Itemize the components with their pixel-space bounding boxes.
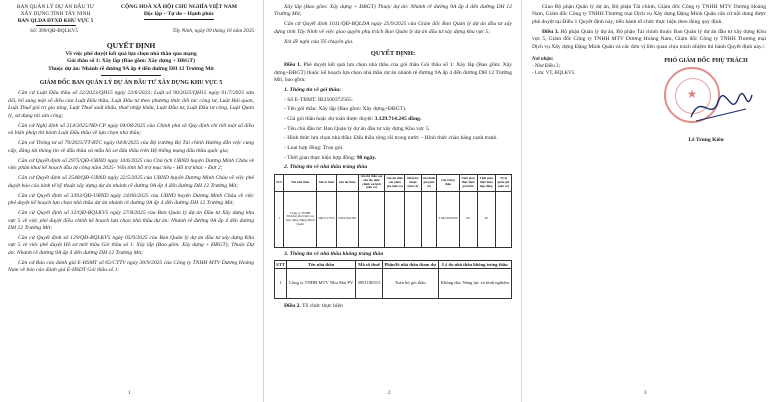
subject-line: Thuộc dự án: Nhánh rẽ đường 9A ấp 4 đến đường DH 12 Trường Mít — [48, 65, 214, 72]
recipients-block — [532, 57, 612, 177]
recipients-label: Nơi nhận: — [532, 57, 554, 63]
recipient: - Lưu: VT, BQLKV5. — [532, 70, 576, 76]
paragraph: Giao Bộ phận Quản lý dự án, Bộ phận Tài chính, Giám đốc Công ty TNHH MTV Dương Hoàng Nam, Giám đốc Công ty TNHH Thương mại Dịch vụ Xây dựng Đặng Minh Quân căn cứ nội dung được phê duyệt tại Điều 1 Quyết định này, tiến hành tổ chức thực hiện theo đúng quy định. — [532, 4, 766, 25]
signer-name: Lê Trung Kiên — [688, 137, 724, 144]
nation-name: CỘNG HOÀ XÃ HỘI CHỦ NGHĨA VIỆT NAM — [120, 4, 238, 10]
signature-icon — [686, 87, 756, 127]
subject-line: Về việc phê duyệt kết quả lựa chọn nhà thầu qua mạng — [65, 51, 197, 58]
bullet: - Tên gói thầu: Xây lắp (Bao gồm: Xây dựng+ĐBGT). — [284, 106, 407, 113]
recipient: - Như Điều 3; — [532, 63, 560, 69]
table-cell: 3.064.926.061 — [336, 191, 358, 247]
table-header-cell: Mã số thuế — [356, 261, 383, 269]
signer-title: PHÓ GIÁM ĐỐC PHỤ TRÁCH — [664, 58, 748, 65]
table-cell: 3.064.926.000 — [437, 191, 459, 247]
table-header-cell: Mã số thuế — [317, 174, 336, 191]
table-header-cell: Giá trúng thầu — [437, 174, 459, 191]
table-cell: 1 — [275, 191, 284, 247]
page-number: 3 — [644, 391, 647, 397]
official-seal-icon: ★ — [664, 67, 720, 123]
recital: Căn cứ Nghị định số 214/2025/NĐ-CP ngày 04/08/2025 của Chính phủ về Quy định chi tiết một số điều và biện pháp thi hành Luật Đấu thầu về lựa chọn nhà thầu; — [8, 122, 254, 137]
bullet: - Tên chủ đầu tư: Ban Quản lý dự án đầu tư xây dựng Khu vực 5. — [284, 125, 431, 132]
table-cell: 3901217555 — [317, 191, 336, 247]
table-header-cell: Giá dự thầu — [336, 174, 358, 191]
table-cell: Không đạt: Năng lực và kinh nghiệm — [438, 268, 511, 298]
page-1 — [0, 0, 262, 402]
table-cell — [385, 191, 405, 247]
page-number: 1 — [128, 391, 131, 397]
document-title: QUYẾT ĐỊNH — [106, 40, 156, 50]
recital: Căn cứ Luật Đấu thầu số 22/2023/QH15 ngày 23/6/2023; Luật số 90/2025/QH15 ngày 01/7/2025 sửa đổi, bổ sung một số điều của Luật Đấu thầu, Luật Đầu tư theo phương thức đối tác công tư, Luật Hải quan, Luật Thuế giá trị gia tăng, Luật Thuế xuất khẩu, thuế nhập khẩu, Luật Đầu tư, Luật Đầu tư công, Luật Quản lý, sử dụng tài sản công; — [8, 90, 254, 119]
subject-line: Gói thầu số 1: Xây lắp (Bao gồm: Xây dựng + ĐBGT) — [67, 58, 195, 65]
nation-header — [104, 4, 254, 26]
decides-heading: QUYẾT ĐỊNH: — [370, 50, 416, 58]
recital: Căn cứ Quyết định số 3393/QĐ-UBND ngày 24/06/2025 của UBND huyện Dương Minh Châu về việc phê duyệt kế hoạch lựa chọn nhà thầu dự án nhánh rẽ đường 9A ấp 4 đến đường DH 12 Trường Mít; — [8, 192, 254, 207]
recital: Căn cứ Quyết định số 2975/QĐ-UBND ngày 10/6/2025 của Chủ tịch UBND huyện Dương Minh Châu về việc phân khai kế hoạch đầu tư công năm 2025- Vốn tỉnh hỗ trợ mục tiêu - Hỗ trợ khác - Đợt 2; — [8, 157, 254, 172]
recital: Căn cứ Báo cáo đánh giá E-HSMT số 65/CTTV ngày 30/9/2025 của Công ty TNHH MTV Dương Hoàng Nam về báo cáo đánh giá E-HSDT Gói thầu số 1: — [8, 259, 254, 274]
table-cell: Công ty TNHH MTV Nhu Mai PV — [287, 268, 356, 298]
table-header-cell: Tỷ lệ giảm giá (nếu có) — [495, 174, 511, 191]
table-header-cell: Thời gian thực hiện gói thầu — [459, 174, 477, 191]
table-header-cell: Phần/lô nhà thầu tham dự — [382, 261, 438, 269]
table-header-cell: Lý do nhà thầu không trúng thầu — [438, 261, 511, 269]
winning-bidder-table — [274, 174, 512, 248]
table-header-cell: Tên nhà thầu — [284, 174, 317, 191]
table-header-cell: Giá dự thầu sau giảm giá (nếu có) — [385, 174, 405, 191]
recital: Xây lắp (Bao gồm: Xây dựng + ĐBGT) Thuộc dự án: Nhánh rẽ đường 9A ấp 4 đến đường DH 12 Trường Mít; — [274, 4, 512, 18]
table-header-cell: Thời gian thực hiện hợp đồng — [477, 174, 495, 191]
table-header-cell: STT — [275, 174, 284, 191]
table-cell: 3901180515 — [356, 268, 383, 298]
article-3: Điều 3. Bộ phận Quản lý dự án, Bộ phận Tài chính thuộc Ban Quản lý dự án đầu tư xây dựng Khu vực 5, Giám đốc Công ty TNHH MTV Dương Hoàng Nam, Giám đốc Công ty TNHH Thương mại Dịch vụ Xây dựng Đặng Minh Quân và các đơn vị liên quan chịu trách nhiệm thi hành Quyết định này./. — [532, 28, 767, 50]
agency-header — [8, 4, 103, 26]
place-date: Tây Ninh, ngày 09 tháng 10 năm 2025 — [172, 27, 254, 34]
table-cell: 90 — [459, 191, 477, 247]
page-3 — [524, 0, 774, 402]
article-1: Điều 1. Phê duyệt kết quả lựa chọn nhà thầu của gói thầu Gói thầu số 1: Xây lắp (Bao gồm: Xây dựng+ĐBGT) thuộc kế hoạch lựa chọn nhà thầu dự án nhánh rẽ đường 9A ấp 4 đến đường DH 12 Trường Mít, bao gồm: — [274, 62, 512, 84]
bullet: - Số E-TBMT: IB2500372565. — [284, 96, 354, 103]
national-motto: Độc lập – Tự do – Hạnh phúc — [143, 10, 215, 17]
agency-line: XÂY DỰNG TỈNH TÂY NINH — [20, 10, 91, 17]
section-heading: 2. Thông tin về nhà thầu trúng thầu — [284, 164, 368, 171]
document-number: Số: 399/QĐ-BQLKV5 — [30, 27, 79, 34]
table-cell: 90 — [477, 191, 495, 247]
table-cell — [358, 191, 385, 247]
page-2 — [266, 0, 520, 402]
table-header-cell: STT — [276, 261, 285, 267]
section-heading: 1. Thông tin về gói thầu: — [284, 86, 342, 93]
table-cell: 1 — [275, 268, 287, 298]
bullet: - Thời gian thực hiện hợp đồng: 90 ngày. — [284, 154, 377, 161]
recital: Căn cứ Quyết định số 129/QĐ-BQLKV5 ngày 05/9/2025 của Ban Quản lý dự án đầu tư xây dựng Khu vực 5 về việc phê duyệt Hồ sơ mời thầu Gói thầu số 1: Xây lắp (Bao gồm: Xây dựng + ĐBGT); Thuộc Dự án: Nhánh rẽ đường 9A ấp 4 đến đường DH 12 Trường Mít; — [8, 235, 254, 256]
table-cell — [495, 191, 511, 247]
table-cell: Toàn bộ gói thầu — [382, 268, 438, 298]
article-2: Điều 2. Tổ chức thực hiện — [284, 302, 343, 309]
table-cell — [421, 191, 437, 247]
section-heading: 3. Thông tin về nhà thầu không trúng thầu — [284, 250, 384, 257]
table-header-cell: Tên nhà thầu — [287, 261, 356, 269]
table-cell — [405, 191, 421, 247]
agency-line: BAN QUẢN LÝ DỰ ÁN ĐẦU TƯ — [16, 4, 95, 10]
issuer-heading: GIÁM ĐỐC BAN QUẢN LÝ DỰ ÁN ĐẦU TƯ XÂY DỰNG KHU VỰC 5 — [39, 79, 223, 86]
recital: Xét đề nghị của Tổ chuyên gia. — [284, 38, 354, 45]
table-header-cell: Giá dự thầu sau sửa lỗi, hiệu chỉnh sai lệch (nếu có) — [358, 174, 385, 191]
table-cell: Công ty TNHH Thương mại Dịch vụ Xây dựng Đặng Minh Quân — [284, 191, 317, 247]
bullet: - Loại hợp đồng: Trọn gói. — [284, 144, 344, 151]
bullet: - Giá gói thầu hoặc dự toán được duyệt: 3.129.714.245 đồng. — [284, 115, 422, 122]
signature-block — [646, 57, 766, 177]
recital: Căn cứ Quyết định 1011/QĐ-BQLDA ngày 25/9/2025 của Giám đốc Ban Quản lý dự án đầu tư xây dựng tỉnh Tây Ninh về việc giao quyền phụ trách Ban Quản lý dự án đầu tư xây dựng khu vực 5; — [274, 21, 512, 35]
page-number: 2 — [388, 391, 391, 397]
recital: Căn cứ Thông tư số 79/2025/TT-BTC ngày 04/8/2025 của Bộ trưởng Bộ Tài chính Hướng dẫn việc cung cấp, đăng tải thông tin về đấu thầu và mẫu hồ sơ đấu thầu trên Hệ thống mạng đấu thầu quốc gia; — [8, 140, 254, 154]
recitals-list — [0, 90, 262, 275]
table-header-cell: Giá đánh giá (nếu có) — [421, 174, 437, 191]
recital: Căn cứ Quyết định số 2548/QĐ-UBND ngày 22/5/2025 của UBND huyện Dương Minh Châu về việc phê duyệt báo cáo kinh tế kỹ thuật xây dựng dự án nhánh rẽ đường 9A ấp 4 đến đường DH 12 Trường Mít; — [8, 175, 254, 189]
agency-line: BAN QLDA ĐTXD KHU VỰC 5 — [17, 17, 94, 24]
losing-bidder-table — [274, 260, 512, 299]
table-header-cell: Điểm kỹ thuật (nếu có) — [405, 174, 421, 191]
recital: Căn cứ Quyết định số 32/QĐ-BQLKV5 ngày 27/8/2025 của Ban Quản lý dự án Đầu tư Xây dựng khu vực 5 về việc phê duyệt điều chỉnh kế hoạch lựa chọn nhà thầu dự án: Nhánh rẽ đường 9A ấp 4 đến đường DH 12 Trường Mít; — [8, 210, 254, 232]
bullet: - Hình thức lựa chọn nhà thầu: Đấu thầu rộng rãi trong nước – Hình thức chào hàng cạnh tranh. — [284, 135, 498, 142]
